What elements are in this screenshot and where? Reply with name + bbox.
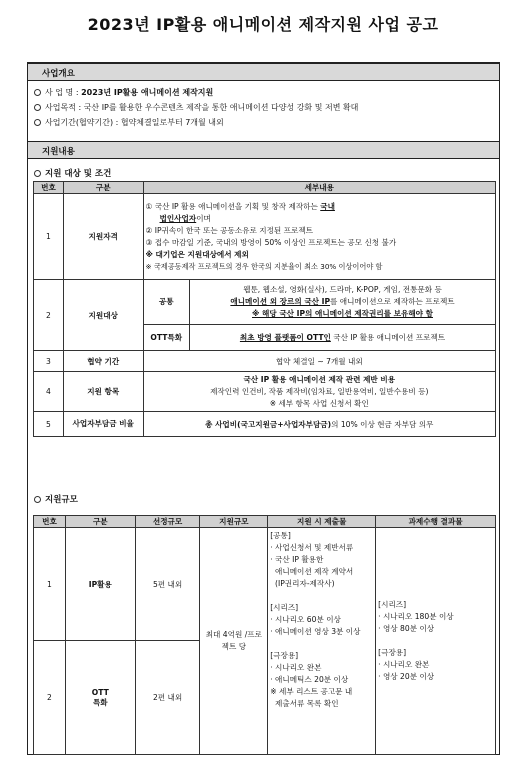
list-item: · 영상 20분 이상 (378, 672, 435, 681)
col-header-amount: 지원규모 (200, 516, 268, 528)
sub-label-ott: OTT특화 (144, 324, 190, 350)
list-item: (IP권리자-제작사) (270, 579, 335, 588)
row-label: 지원자격 (63, 194, 143, 280)
col-header-no: 번호 (34, 182, 64, 194)
section-support-header (28, 141, 499, 159)
col-header-submission: 지원 시 제출물 (268, 516, 376, 528)
subheading-eligibility: 지원 대상 및 조건 (34, 167, 111, 179)
scale-table (33, 515, 496, 755)
list-item: [극장용] (270, 651, 299, 660)
col-header-category: 구분 (65, 516, 135, 528)
table-row (34, 412, 496, 437)
list-item: · 시나리오 60분 이상 (270, 615, 341, 624)
circle-bullet-icon (34, 170, 41, 177)
list-item: · 애니메이션 영상 3분 이상 (270, 627, 361, 636)
col-header-category: 구분 (63, 182, 143, 194)
table-row (34, 194, 496, 280)
list-item: · 사업신청서 및 제반서류 (270, 543, 354, 552)
support-amount: 최대 4억원 /프로젝트 당 (200, 528, 268, 755)
row-number: 2 (34, 280, 64, 351)
circle-bullet-icon (34, 89, 41, 96)
result-list (376, 528, 496, 755)
row-label: 사업자부담금 비율 (63, 412, 143, 437)
row-number: 1 (34, 528, 66, 641)
list-item: 애니메이션 제작 계약서 (270, 567, 354, 576)
row-label: IP활용 (65, 528, 135, 641)
row-number: 2 (34, 641, 66, 755)
list-item: [극장용] (378, 648, 407, 657)
list-item: · 시나리오 180분 이상 (378, 612, 454, 621)
row-number: 4 (34, 372, 64, 412)
subheading-scale: 지원규모 (34, 493, 78, 505)
sub-label-common: 공통 (144, 280, 190, 324)
col-header-detail: 세부내용 (143, 182, 495, 194)
section-overview-title: 사업개요 (42, 69, 75, 79)
circle-bullet-icon (34, 104, 41, 111)
row-label: 협약 기간 (63, 351, 143, 372)
row-number: 5 (34, 412, 64, 437)
list-item: 제출서류 목록 확인 (270, 699, 339, 708)
row-detail: ① 국산 IP 활용 애니메이션을 기획 및 창작 제작하는 국내 법인사업자이며 ② IP귀속이 한국 또는 공동소유로 지정된 프로젝트 ③ 접수 마감일 기준, 국내의 방영이 50% 이상인 프로젝트는 공모 신청 불가 ※ 대기업은 지원대상에서 제외 ※ 국제공동제작 프로젝트의 경우 한국의 지분율이 최소 30% 이상이어야 함 (143, 194, 495, 280)
row-count: 2편 내외 (135, 641, 200, 755)
table-row (34, 280, 496, 351)
table-row (34, 528, 496, 641)
row-detail: 총 사업비(국고지원금+사업자부담금)의 10% 이상 현금 자부담 의무 (143, 412, 495, 437)
list-item (270, 638, 373, 650)
table-row (34, 372, 496, 412)
row-label: OTT 특화 (65, 641, 135, 755)
sub-detail-common: 웹툰, 웹소설, 영화(실사), 드라마, K-POP, 게임, 전통문화 등 애니메이션 외 장르의 국산 IP를 애니메이션으로 제작하는 프로젝트 ※ 해당 국산 IP의 애니메이션 제작권리를 보유해야 함 (190, 280, 495, 324)
row-number: 1 (34, 194, 64, 280)
page-title: 2023년 IP활용 애니메이션 제작지원 사업 공고 (87, 15, 439, 34)
eligibility-table (33, 181, 496, 437)
list-item: · 시나리오 완본 (378, 660, 430, 669)
col-header-result: 과제수행 결과물 (376, 516, 496, 528)
list-item: [시리즈] (270, 603, 299, 612)
list-item: ※ 세부 리스트 공고문 내 (270, 687, 353, 696)
overview-period: 사업기간(협약기간) : 협약체결일로부터 7개월 내외 (34, 117, 224, 128)
list-item (378, 635, 493, 647)
row-number: 3 (34, 351, 64, 372)
row-label: 지원 항목 (63, 372, 143, 412)
row-detail (143, 280, 495, 351)
row-count: 5편 내외 (135, 528, 200, 641)
list-item: [공통] (270, 531, 291, 540)
overview-name: 사 업 명 : 2023년 IP활용 애니메이션 제작지원 (34, 87, 213, 98)
announcement-frame (27, 62, 500, 755)
row-detail: 국산 IP 활용 애니메이션 제작 관련 제반 비용 제작인력 인건비, 작품 제작비(임차료, 일반용역비, 일반수용비 등) ※ 세부 항목 사업 신청서 확인 (143, 372, 495, 412)
circle-bullet-icon (34, 119, 41, 126)
table-row (34, 351, 496, 372)
circle-bullet-icon (34, 496, 41, 503)
submission-list (268, 528, 376, 755)
col-header-no: 번호 (34, 516, 66, 528)
list-item: · 애니메틱스 20분 이상 (270, 675, 349, 684)
sub-detail-ott: 최초 방영 플랫폼이 OTT인 국산 IP 활용 애니메이션 프로젝트 (190, 324, 495, 350)
section-support-title: 지원내용 (42, 147, 75, 157)
list-item (270, 590, 373, 602)
list-item: · 시나리오 완본 (270, 663, 322, 672)
target-subtable (144, 280, 495, 350)
overview-purpose: 사업목적 : 국산 IP를 활용한 우수콘텐츠 제작을 통한 애니메이션 다양성 강화 및 저변 확대 (34, 102, 358, 113)
row-label: 지원대상 (63, 280, 143, 351)
list-item: [시리즈] (378, 600, 407, 609)
row-detail: 협약 체결일 ~ 7개월 내외 (143, 351, 495, 372)
list-item: · 영상 80분 이상 (378, 624, 435, 633)
col-header-selection: 선정규모 (135, 516, 200, 528)
section-overview-header (28, 63, 499, 81)
list-item: · 국산 IP 활용한 (270, 555, 324, 564)
